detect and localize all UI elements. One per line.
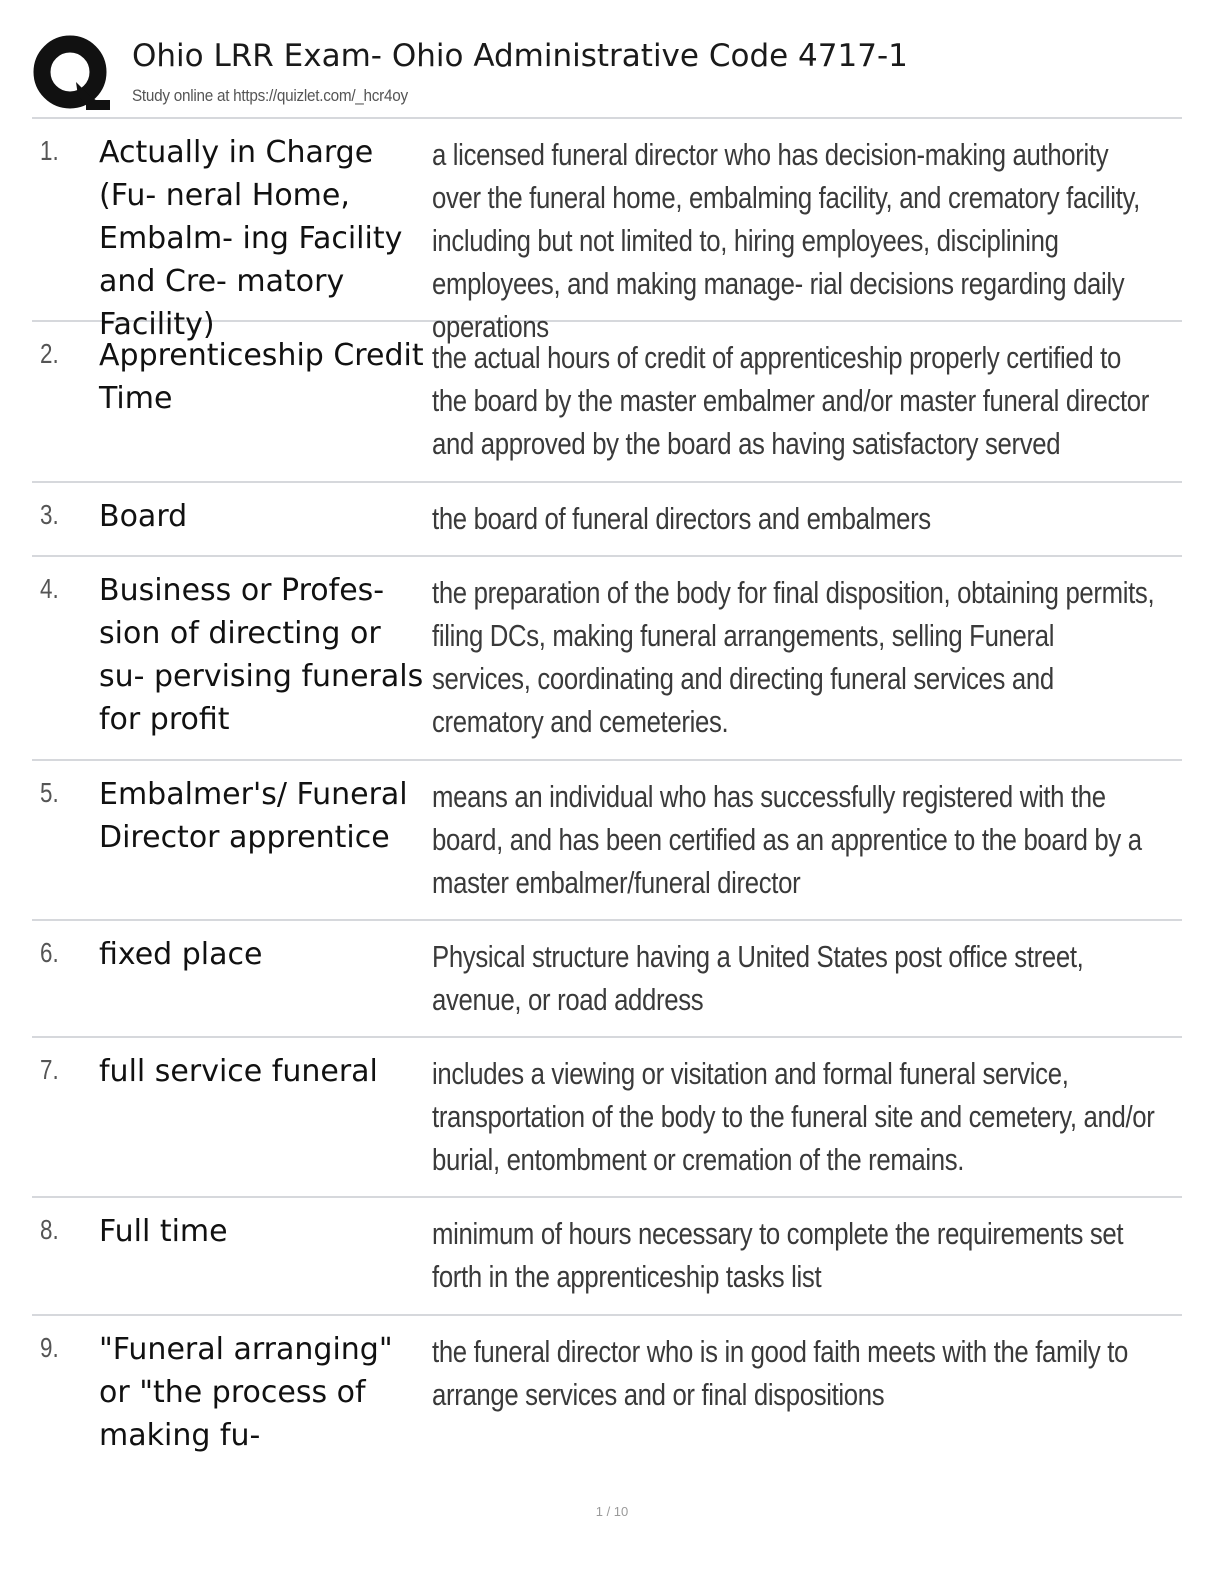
card-number: 4.	[40, 573, 59, 604]
card-number: 3.	[40, 499, 59, 530]
flashcard-row	[32, 921, 1182, 1038]
page-title: Ohio LRR Exam- Ohio Administrative Code 4717-1	[132, 38, 908, 74]
card-definition: means an individual who has successfully registered with the board, and has been certified as an apprentice to the board by a master embalmer/funeral director	[432, 779, 1142, 900]
card-number: 9.	[40, 1332, 59, 1363]
card-definition: includes a viewing or visitation and formal funeral service, transportation of the body to the funeral site and cemetery, and/or burial, entombment or cremation of the remains.	[432, 1056, 1155, 1177]
card-term: Business or Profes- sion of directing or su- pervising funerals for profit	[99, 573, 424, 737]
flashcard-row	[32, 483, 1182, 557]
card-term: Board	[99, 499, 188, 534]
flashcard-row	[32, 761, 1182, 921]
card-term: Embalmer's/ Funeral Director apprentice	[99, 777, 408, 855]
quizlet-q-logo-icon	[32, 34, 112, 114]
card-number: 2.	[40, 338, 59, 369]
card-number: 6.	[40, 937, 59, 968]
flashcard-row	[32, 322, 1182, 483]
card-term: fixed place	[99, 937, 263, 972]
card-definition: minimum of hours necessary to complete the requirements set forth in the apprenticeship tasks list	[432, 1216, 1124, 1294]
card-term: Actually in Charge (Fu- neral Home, Embalm- ing Facility and Cre- matory Facility)	[99, 135, 403, 342]
page-header	[32, 30, 1182, 116]
card-definition: a licensed funeral director who has decision-making authority over the funeral home, embalming facility, and crematory facility, including but not limited to, hiring employees, disciplining employees, and making manage- rial decisions regarding daily operations	[432, 137, 1140, 344]
flashcard-row	[32, 557, 1182, 761]
card-term: "Funeral arranging" or "the process of making fu-	[99, 1332, 393, 1453]
card-definition: the board of funeral directors and embalmers	[432, 501, 931, 536]
card-definition: the actual hours of credit of apprenticeship properly certified to the board by the master embalmer and/or master funeral director and approved by the board as having satisfactory served	[432, 340, 1150, 461]
card-number: 5.	[40, 777, 59, 808]
flashcard-row	[32, 1316, 1182, 1466]
page-number: 1 / 10	[595, 1504, 629, 1519]
card-number: 8.	[40, 1214, 59, 1245]
flashcard-row	[32, 1038, 1182, 1198]
card-term: full service funeral	[99, 1054, 378, 1089]
card-number: 1.	[40, 135, 59, 166]
card-term: Apprenticeship Credit Time	[99, 338, 424, 416]
study-online-link[interactable]: Study online at https://quizlet.com/_hcr4oy	[132, 86, 408, 105]
card-number: 7.	[40, 1054, 59, 1085]
card-definition: the funeral director who is in good faith meets with the family to arrange services and or final dispositions	[432, 1334, 1129, 1412]
flashcard-list	[32, 119, 1182, 1466]
card-term: Full time	[99, 1214, 228, 1249]
flashcard-row	[32, 119, 1182, 344]
flashcard-row	[32, 1198, 1182, 1316]
card-definition: the preparation of the body for final disposition, obtaining permits, filing DCs, making funeral arrangements, selling Funeral services, coordinating and directing funeral services and crematory and cemeteries.	[432, 575, 1155, 739]
card-definition: Physical structure having a United States post office street, avenue, or road address	[432, 939, 1084, 1017]
